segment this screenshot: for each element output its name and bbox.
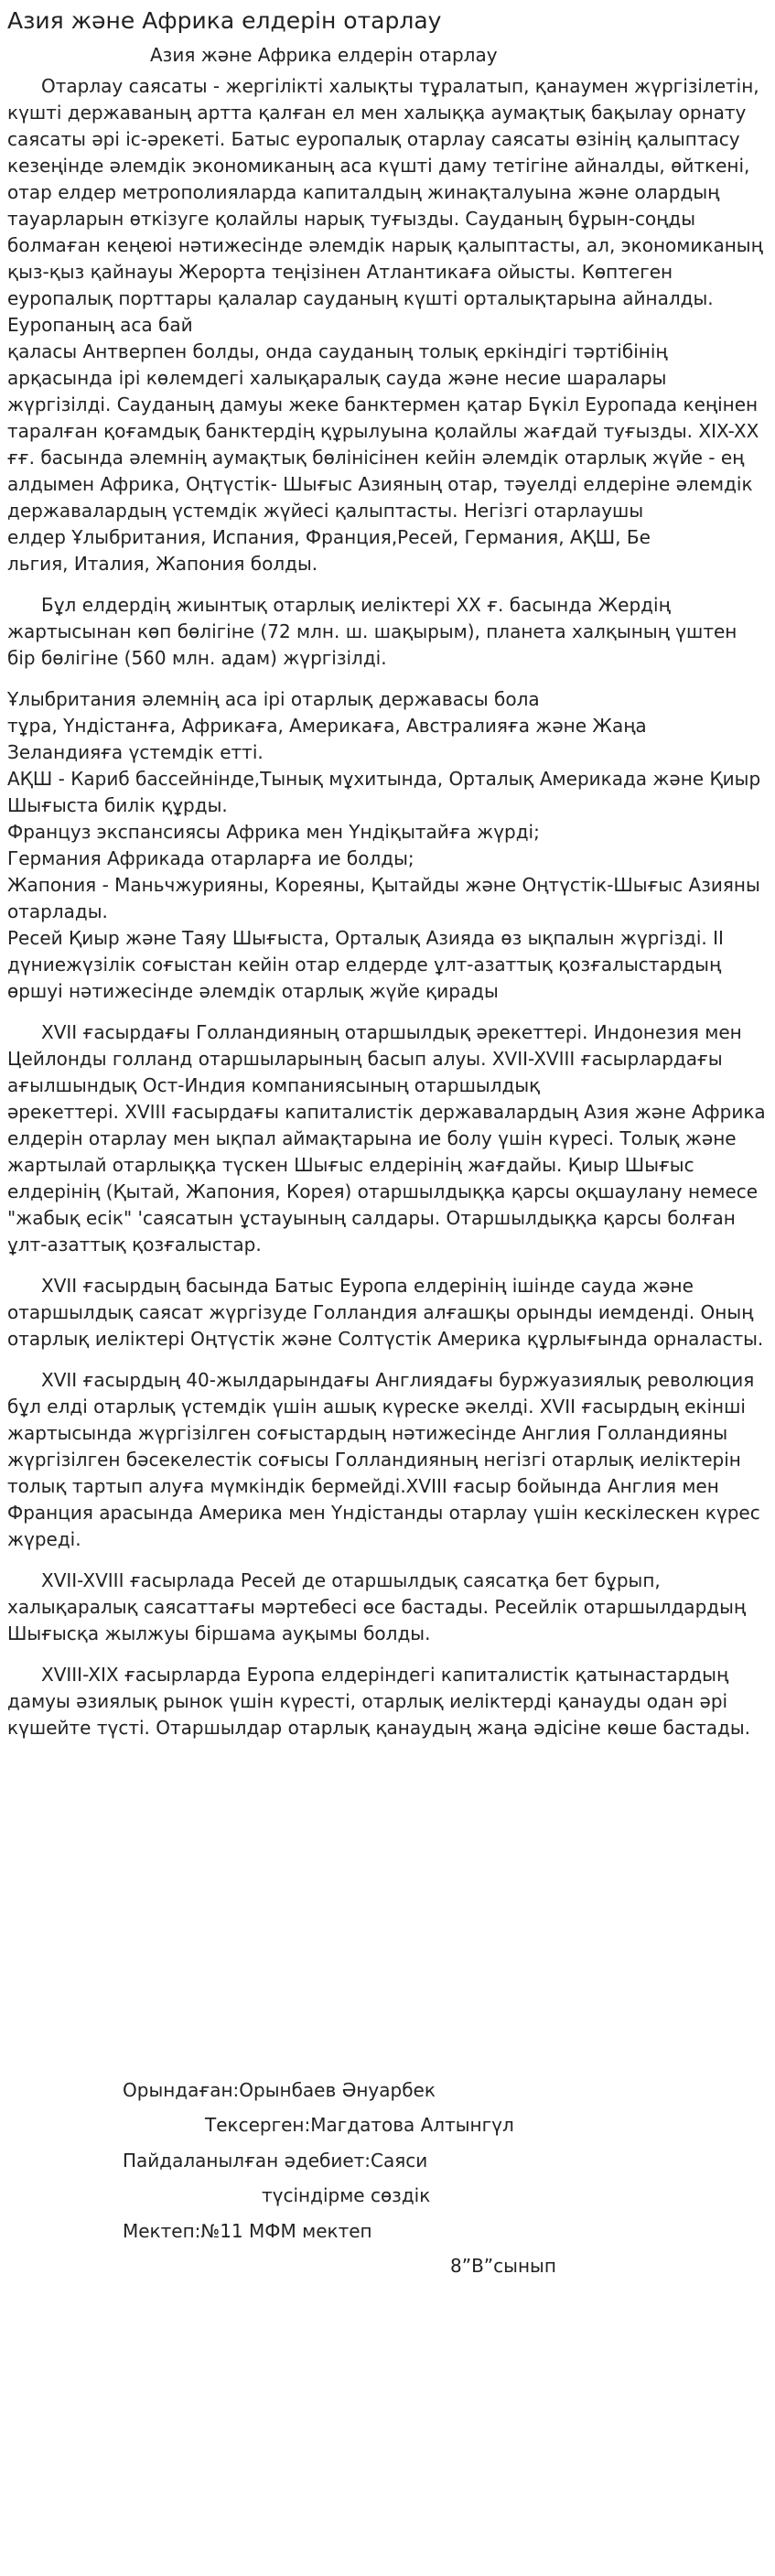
paragraph-colonial-powers: Ұлыбритания әлемнің аса ірі отарлық державасы бола тұра, Үндістанға, Африкаға, Америкаға, Австралияға және Жаңа Зеландияға үстемдік етті. АҚШ - Кариб бассейнінде,Тынық мұхитында, Орталық Америкада және Қиыр Шығыста билік құрды. Француз экспансиясы Африка мен Үндіқытайға жүрді; Германия Африкада отарларға ие болды; Жапония - Маньчжурияны, Кореяны, Қытайды және Оңтүстік-Шығыс Азияны отарлады. Ресей Қиыр және Таяу Шығыста, Орталық Азияда өз ықпалын жүргізді. II дүниежүзілік соғыстан кейін отар елдерде ұлт-азаттық қозғалыстардың өршуі нәтижесінде әлемдік отарлық жүйе қирады — [7, 688, 761, 1002]
paragraph-colonial-possessions: Бұл елдердің жиынтық отарлық иеліктері XX ғ. басында Жердің жартысынан көп бөлігіне (72 млн. ш. шақырым), планета халқының үштен бір бөлігіне (560 млн. адам) жүргізілді. — [7, 594, 737, 669]
paragraph-england-revolution: XVII ғасырдың 40-жылдарындағы Англиядағы буржуазиялық революция бұл елді отарлық үстемдік үшін ашық күреске әкелді. XVII ғасырдың екінші жартысында жүргізілген соғыстардың нәтижесінде Англия Голландияны жүргізілген бәсекелестік соғысы Голландияның негізгі отарлық иеліктерін толық тартып алуға мүмкіндік бермейді.XVIII ғасыр бойында Англия мен Франция арасында Америка мен Үндістанды отарлау үшін кескілескен күрес жүреді. — [7, 1369, 760, 1550]
paragraph-capitalist-relations: XVIII-XIX ғасырларда Еуропа елдеріндегі капиталистік қатынастардың дамуы әзиялық рынок үшін күресті, отарлық иеліктерді қанауды одан әрі күшейте түсті. Отаршылдар отарлық қанаудың жаңа әдісіне көше бастады. — [7, 1664, 750, 1739]
credit-grade: 8”В”сынып — [450, 2255, 556, 2277]
paragraph-russia-colonialism: XVII-XVIII ғасырлада Ресей де отаршылдық саясатқа бет бұрып, халықаралық саясаттағы мәртебесі өсе бастады. Ресейлік отаршылдардың Шығысқа жылжуы біршама ауқымы болды. — [7, 1569, 747, 1644]
credit-school: Мектеп:№11 МФМ мектеп — [123, 2220, 372, 2242]
credit-sources: Пайдаланылған әдебиет:Саяси — [123, 2150, 428, 2172]
document-title: Азия және Африка елдерін отарлау — [7, 7, 442, 34]
paragraph-colonial-policy: Отарлау саясаты - жергілікті халықты тұралатып, қанаумен жүргізілетін, күшті державаның артта қалған ел мен халыққа аумақтық бақылау орнату саясаты әрі іс-әрекеті. Батыс еуропалық отарлау саясаты өзінің қалыптасу кезеңінде әлемдік экономиканың аса күшті даму тетігіне айналды, өйткені, отар елдер метрополияларда капиталдың жинақталуына және олардың тауарларын өткізуге қолайлы нарық туғызды. Сауданың бұрын-соңды болмаған кеңеюі нәтижесінде әлемдік нарық қалыптасты, ал, экономиканың қыз-қыз қайнауы Жерорта теңізінен Атлантикаға ойысты. Көптеген еуропалық порттары қалалар сауданың күшті орталықтарына айналды. Еуропаның аса бай қаласы Антверпен болды, онда сауданың толық еркіндігі тәртібінің арқасында ірі көлемдегі халықаралық сауда және несие шаралары жүргізілді. Сауданың дамуы жеке банктермен қатар Бүкіл Еуропада кеңінен таралған қоғамдық банктердің құрылуына қолайлы жағдай туғызды. XIX-XX ғғ. басында әлемнің аумақтық бөлінісінен кейін әлемдік отарлық жүйе - ең алдымен Африка, Оңтүстік- Шығыс Азияның отар, тәуелді елдеріне әлемдік державалардың үстемдік жүйесі қалыптасты. Негізгі отарлаушы елдер Ұлыбритания, Испания, Франция,Ресей, Германия, АҚШ, Бе льгия, Италия, Жапония болды. — [7, 75, 763, 575]
credit-author: Орындаған:Орынбаев Әнуарбек — [123, 2079, 436, 2101]
credit-sources-continued: түсіндірме сөздік — [262, 2184, 431, 2206]
document-subtitle: Азия және Африка елдерін отарлау — [150, 44, 498, 66]
paragraph-dutch-colonialism: XVII ғасырдағы Голландияның отаршылдық әрекеттері. Индонезия мен Цейлонды голланд отаршыларының басып алуы. XVII-XVIII ғасырлардағы ағылшындық Ост-Индия компаниясының отаршылдық әрекеттері. XVIII ғасырдағы капиталистік державалардың Азия және Африка елдерін отарлау мен ықпал аймақтарына ие болу үшін күресі. Толық және жартылай отарлыққа түскен Шығыс елдерінің жағдайы. Қиыр Шығыс елдерінің (Қытай, Жапония, Корея) отаршылдыққа қарсы оқшаулану немесе "жабық есік" 'саясатын ұстауының салдары. Отаршылдыққа қарсы болған ұлт-азаттық қозғалыстар. — [7, 1021, 766, 1256]
credit-reviewer: Тексерген:Магдатова Алтынгүл — [205, 2114, 514, 2136]
paragraph-holland-leadership: XVII ғасырдың басында Батыс Еуропа елдерінің ішінде сауда және отаршылдық саясат жүргізуде Голландия алғашқы орынды иемденді. Оның отарлық иеліктері Оңтүстік және Солтүстік Америка құрлығында орналасты. — [7, 1275, 764, 1350]
document-body — [7, 73, 770, 1756]
